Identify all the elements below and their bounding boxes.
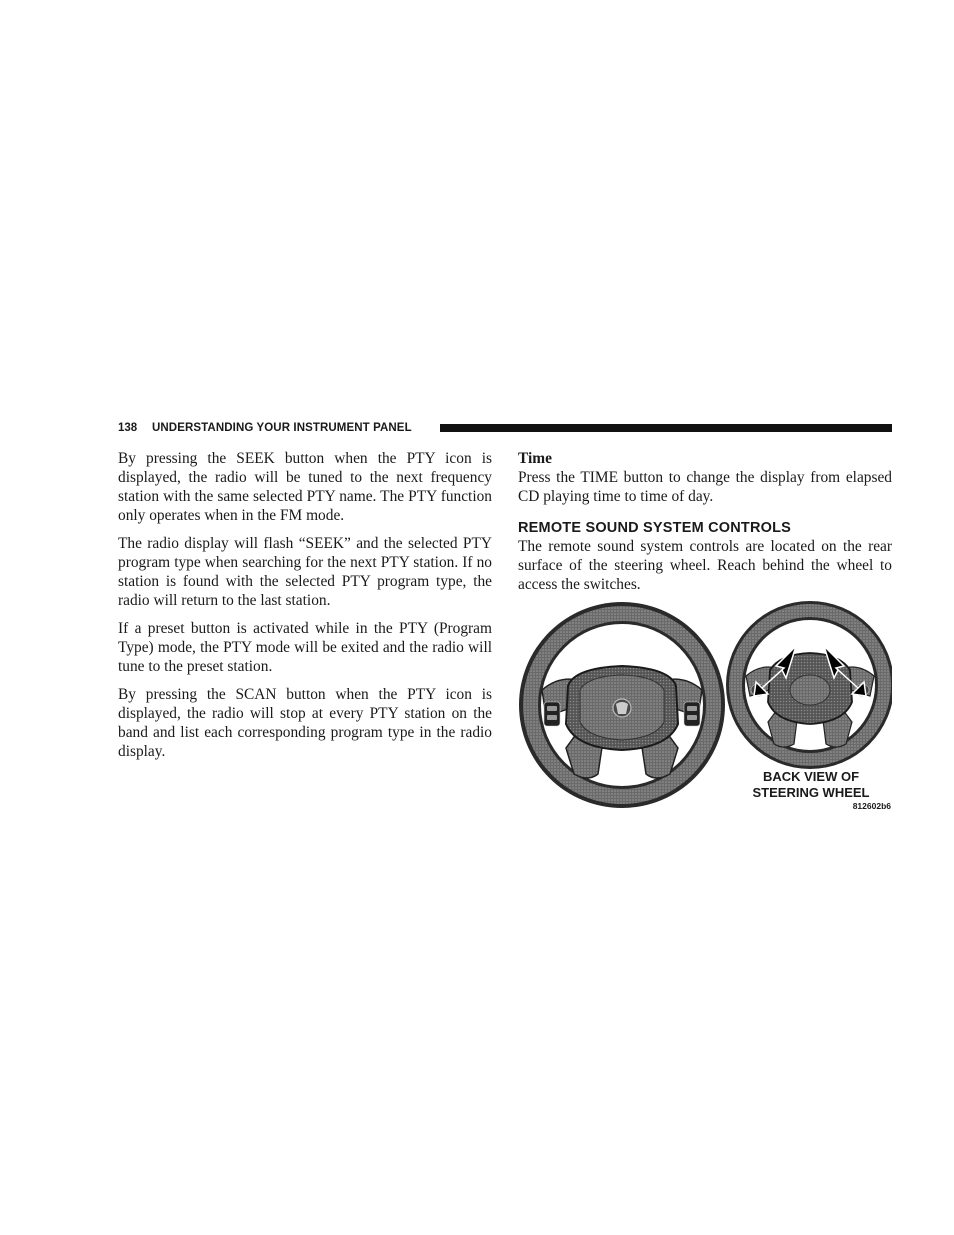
steering-wheel-figure bbox=[518, 598, 892, 813]
time-heading: Time bbox=[518, 450, 552, 467]
paragraph-flash-seek: The radio display will flash “SEEK” and the selected PTY program type when searching for the next PTY station. If no station is found with the selected PTY program type, the radio will return to the last station. bbox=[118, 535, 492, 609]
caption-line-2: STEERING WHEEL bbox=[752, 785, 870, 800]
right-column bbox=[518, 449, 892, 594]
remote-controls-paragraph: The remote sound system controls are located on the rear surface of the steering wheel. Reach behind the wheel to access the switches. bbox=[518, 538, 892, 593]
back-view-wheel bbox=[726, 601, 892, 769]
time-paragraph: Press the TIME button to change the display from elapsed CD playing time to time of day. bbox=[518, 469, 892, 505]
paragraph-seek-pty: By pressing the SEEK button when the PTY icon is displayed, the radio will be tuned to the next frequency station with the same selected PTY name. The PTY function only operates when in the FM mode. bbox=[118, 450, 492, 524]
header-rule bbox=[440, 424, 892, 432]
caption-line-1: BACK VIEW OF bbox=[762, 769, 860, 784]
paragraph-preset: If a preset button is activated while in the PTY (Program Type) mode, the PTY mode will be exited and the radio will tune to the preset station. bbox=[118, 620, 492, 675]
page-number: 138 bbox=[118, 422, 138, 434]
figure-caption bbox=[732, 769, 890, 801]
paragraph-scan: By pressing the SCAN button when the PTY icon is displayed, the radio will stop at every PTY station on the band and list each corresponding program type in the radio display. bbox=[118, 686, 492, 760]
figure-id: 812602b6 bbox=[852, 801, 891, 811]
section-title: UNDERSTANDING YOUR INSTRUMENT PANEL bbox=[152, 422, 412, 434]
front-wheel bbox=[519, 602, 725, 808]
page-header bbox=[118, 420, 892, 436]
remote-controls-heading: REMOTE SOUND SYSTEM CONTROLS bbox=[518, 520, 792, 536]
left-column bbox=[118, 449, 492, 770]
